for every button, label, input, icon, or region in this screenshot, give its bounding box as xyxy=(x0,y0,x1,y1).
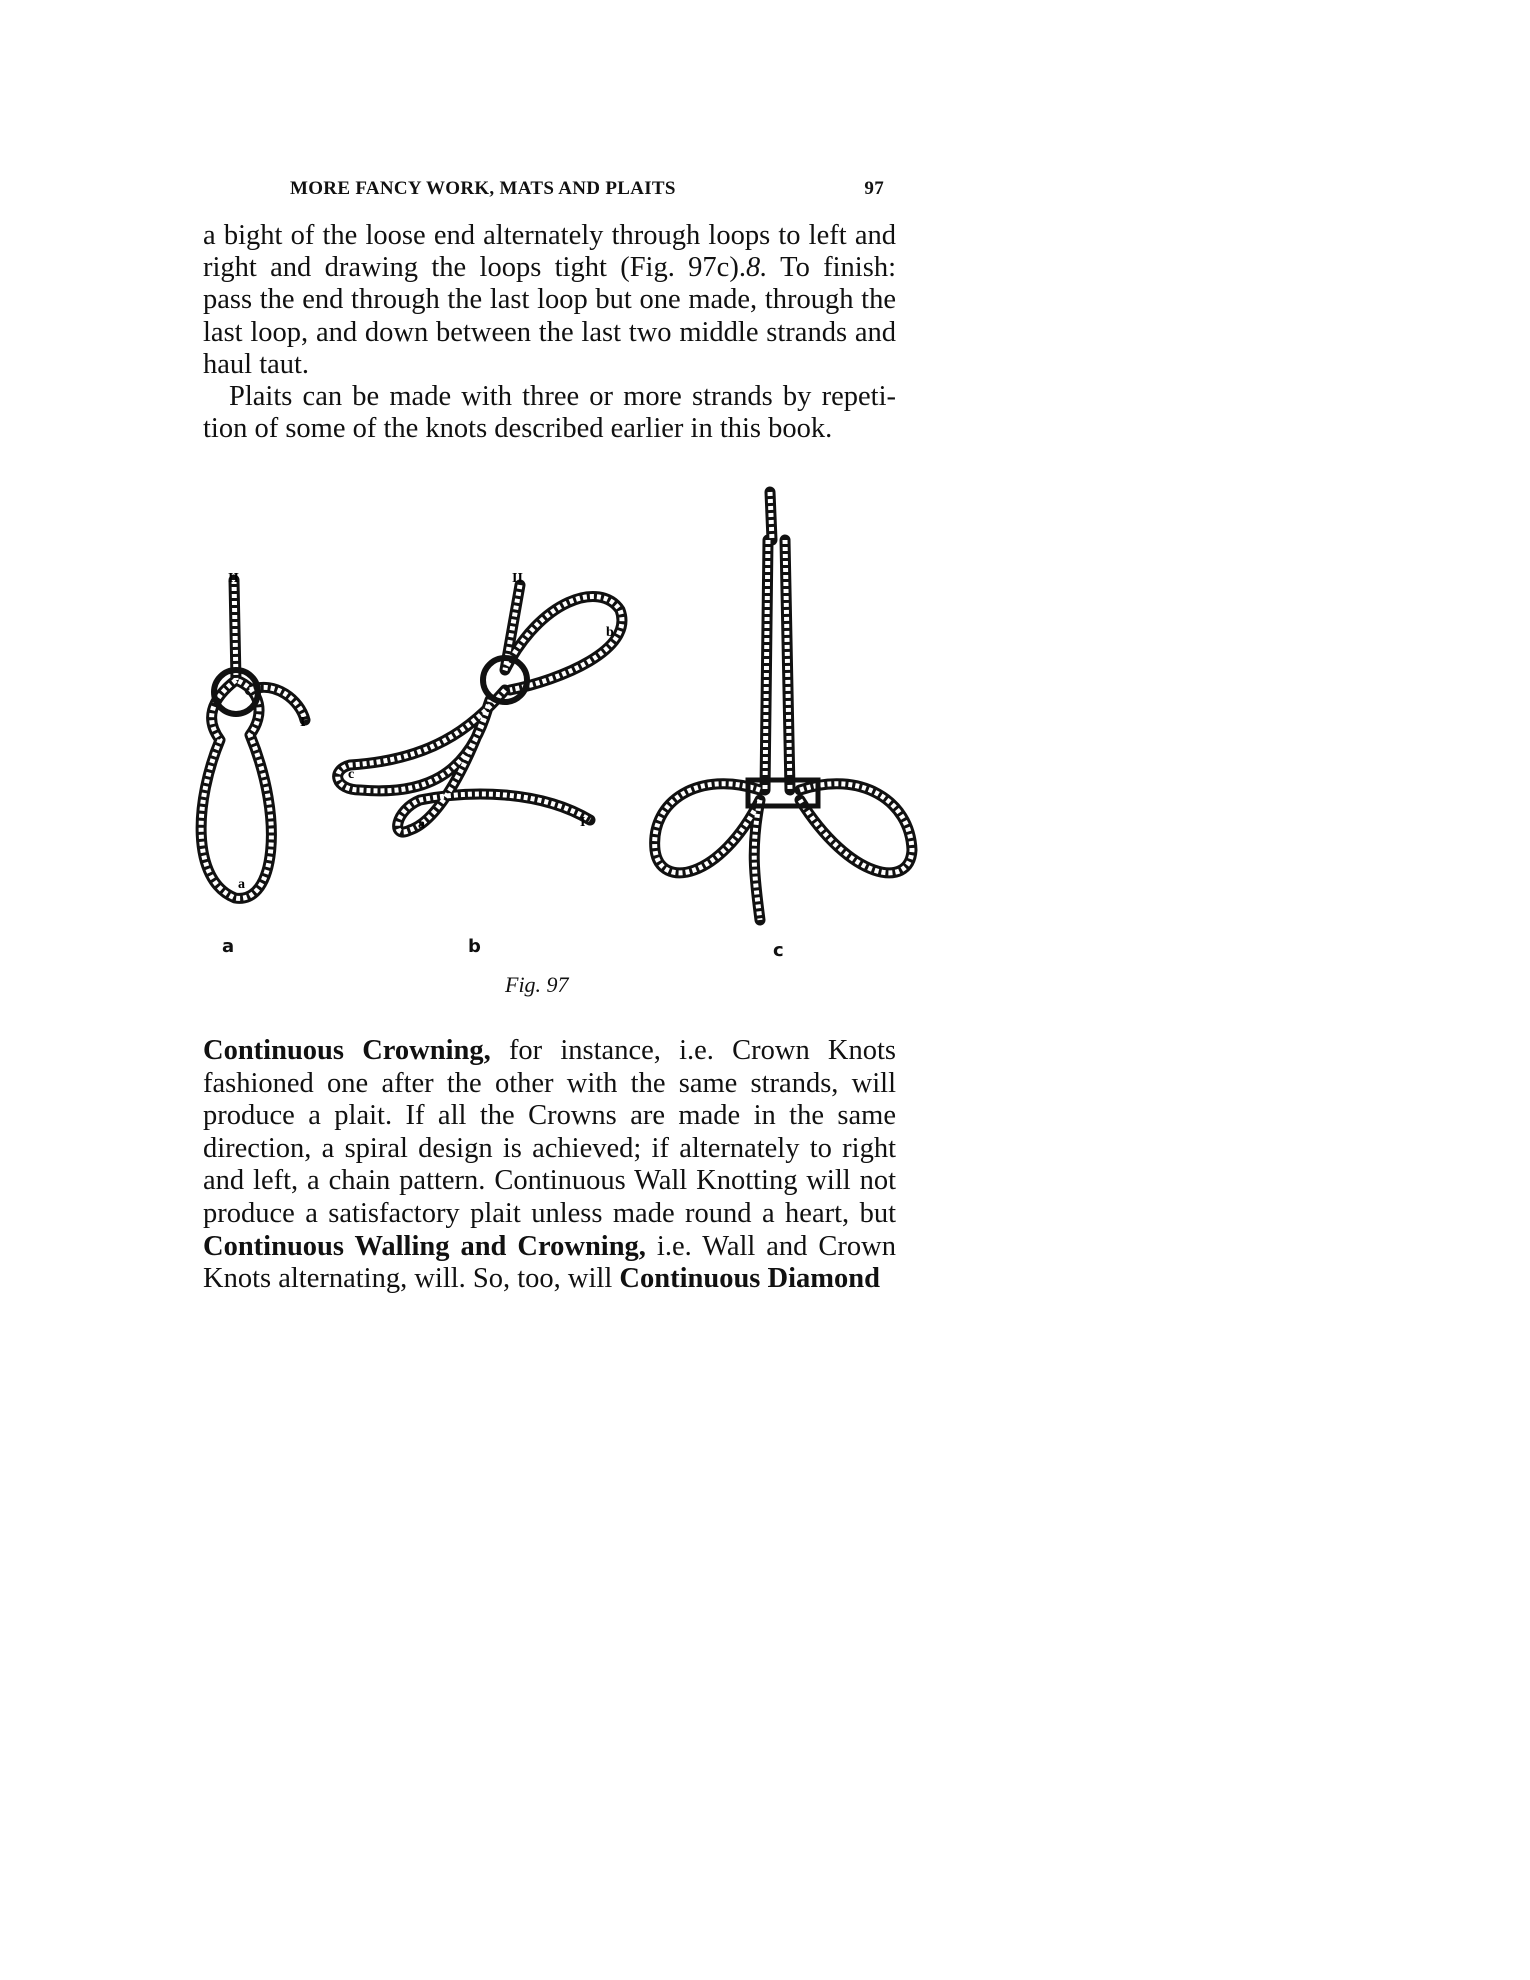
panel-label-b: b xyxy=(468,936,481,957)
paragraph-continuous-crowning xyxy=(203,1035,896,1296)
bold-term: Continuous Walling and Crowning, xyxy=(203,1230,646,1262)
paragraph-text: for instance, i.e. Crown Knots fashioned one after the other with the same strands, will produce a plait. If all the Crowns are made in the same direction, a spiral design is achieved; if alternately to right and left, a chain pattern. Continuous Wall Knotting will not produce a satisfactory plait unless made round a heart, but xyxy=(203,1035,896,1229)
page-number: 97 xyxy=(864,178,884,199)
bold-term: Continuous Crowning, xyxy=(203,1035,491,1066)
bold-term: Continuous Diamond xyxy=(619,1263,880,1295)
paragraph-plaits: Plaits can be made with three or more strands by repeti- tion of some of the knots described earlier in this book. xyxy=(203,381,896,445)
knot-figure-a xyxy=(201,571,305,898)
panel-label-c: c xyxy=(773,940,784,961)
strand-tag: c xyxy=(348,767,355,782)
paragraph-text: a bight of the loose end alternately through loops to left and right and drawing the loops tight (Fig. 97c). xyxy=(203,220,896,284)
panel-label-a: a xyxy=(222,936,235,957)
paragraph-text: i.e. Wall and Crown Knots alternating, will. So, too, will xyxy=(203,1230,896,1295)
strand-tag: II xyxy=(512,571,523,586)
strand-tag: I xyxy=(300,715,306,730)
figure-caption: Fig. 97 xyxy=(505,972,569,997)
step-number: 8. xyxy=(745,252,768,284)
paragraph-text: To finish: pass the end through the last loop but one made, through the last loop, and down between the last two middle strands and haul taut. xyxy=(203,252,896,380)
knot-figure-b xyxy=(338,571,622,832)
strand-tag: a xyxy=(238,877,245,892)
running-title: MORE FANCY WORK, MATS AND PLAITS xyxy=(290,178,676,199)
strand-tag: a xyxy=(418,817,425,832)
strand-tag: b xyxy=(606,625,614,640)
strand-tag: II xyxy=(228,571,239,586)
knot-figure-c xyxy=(655,492,912,920)
strand-tag: I xyxy=(580,815,586,830)
